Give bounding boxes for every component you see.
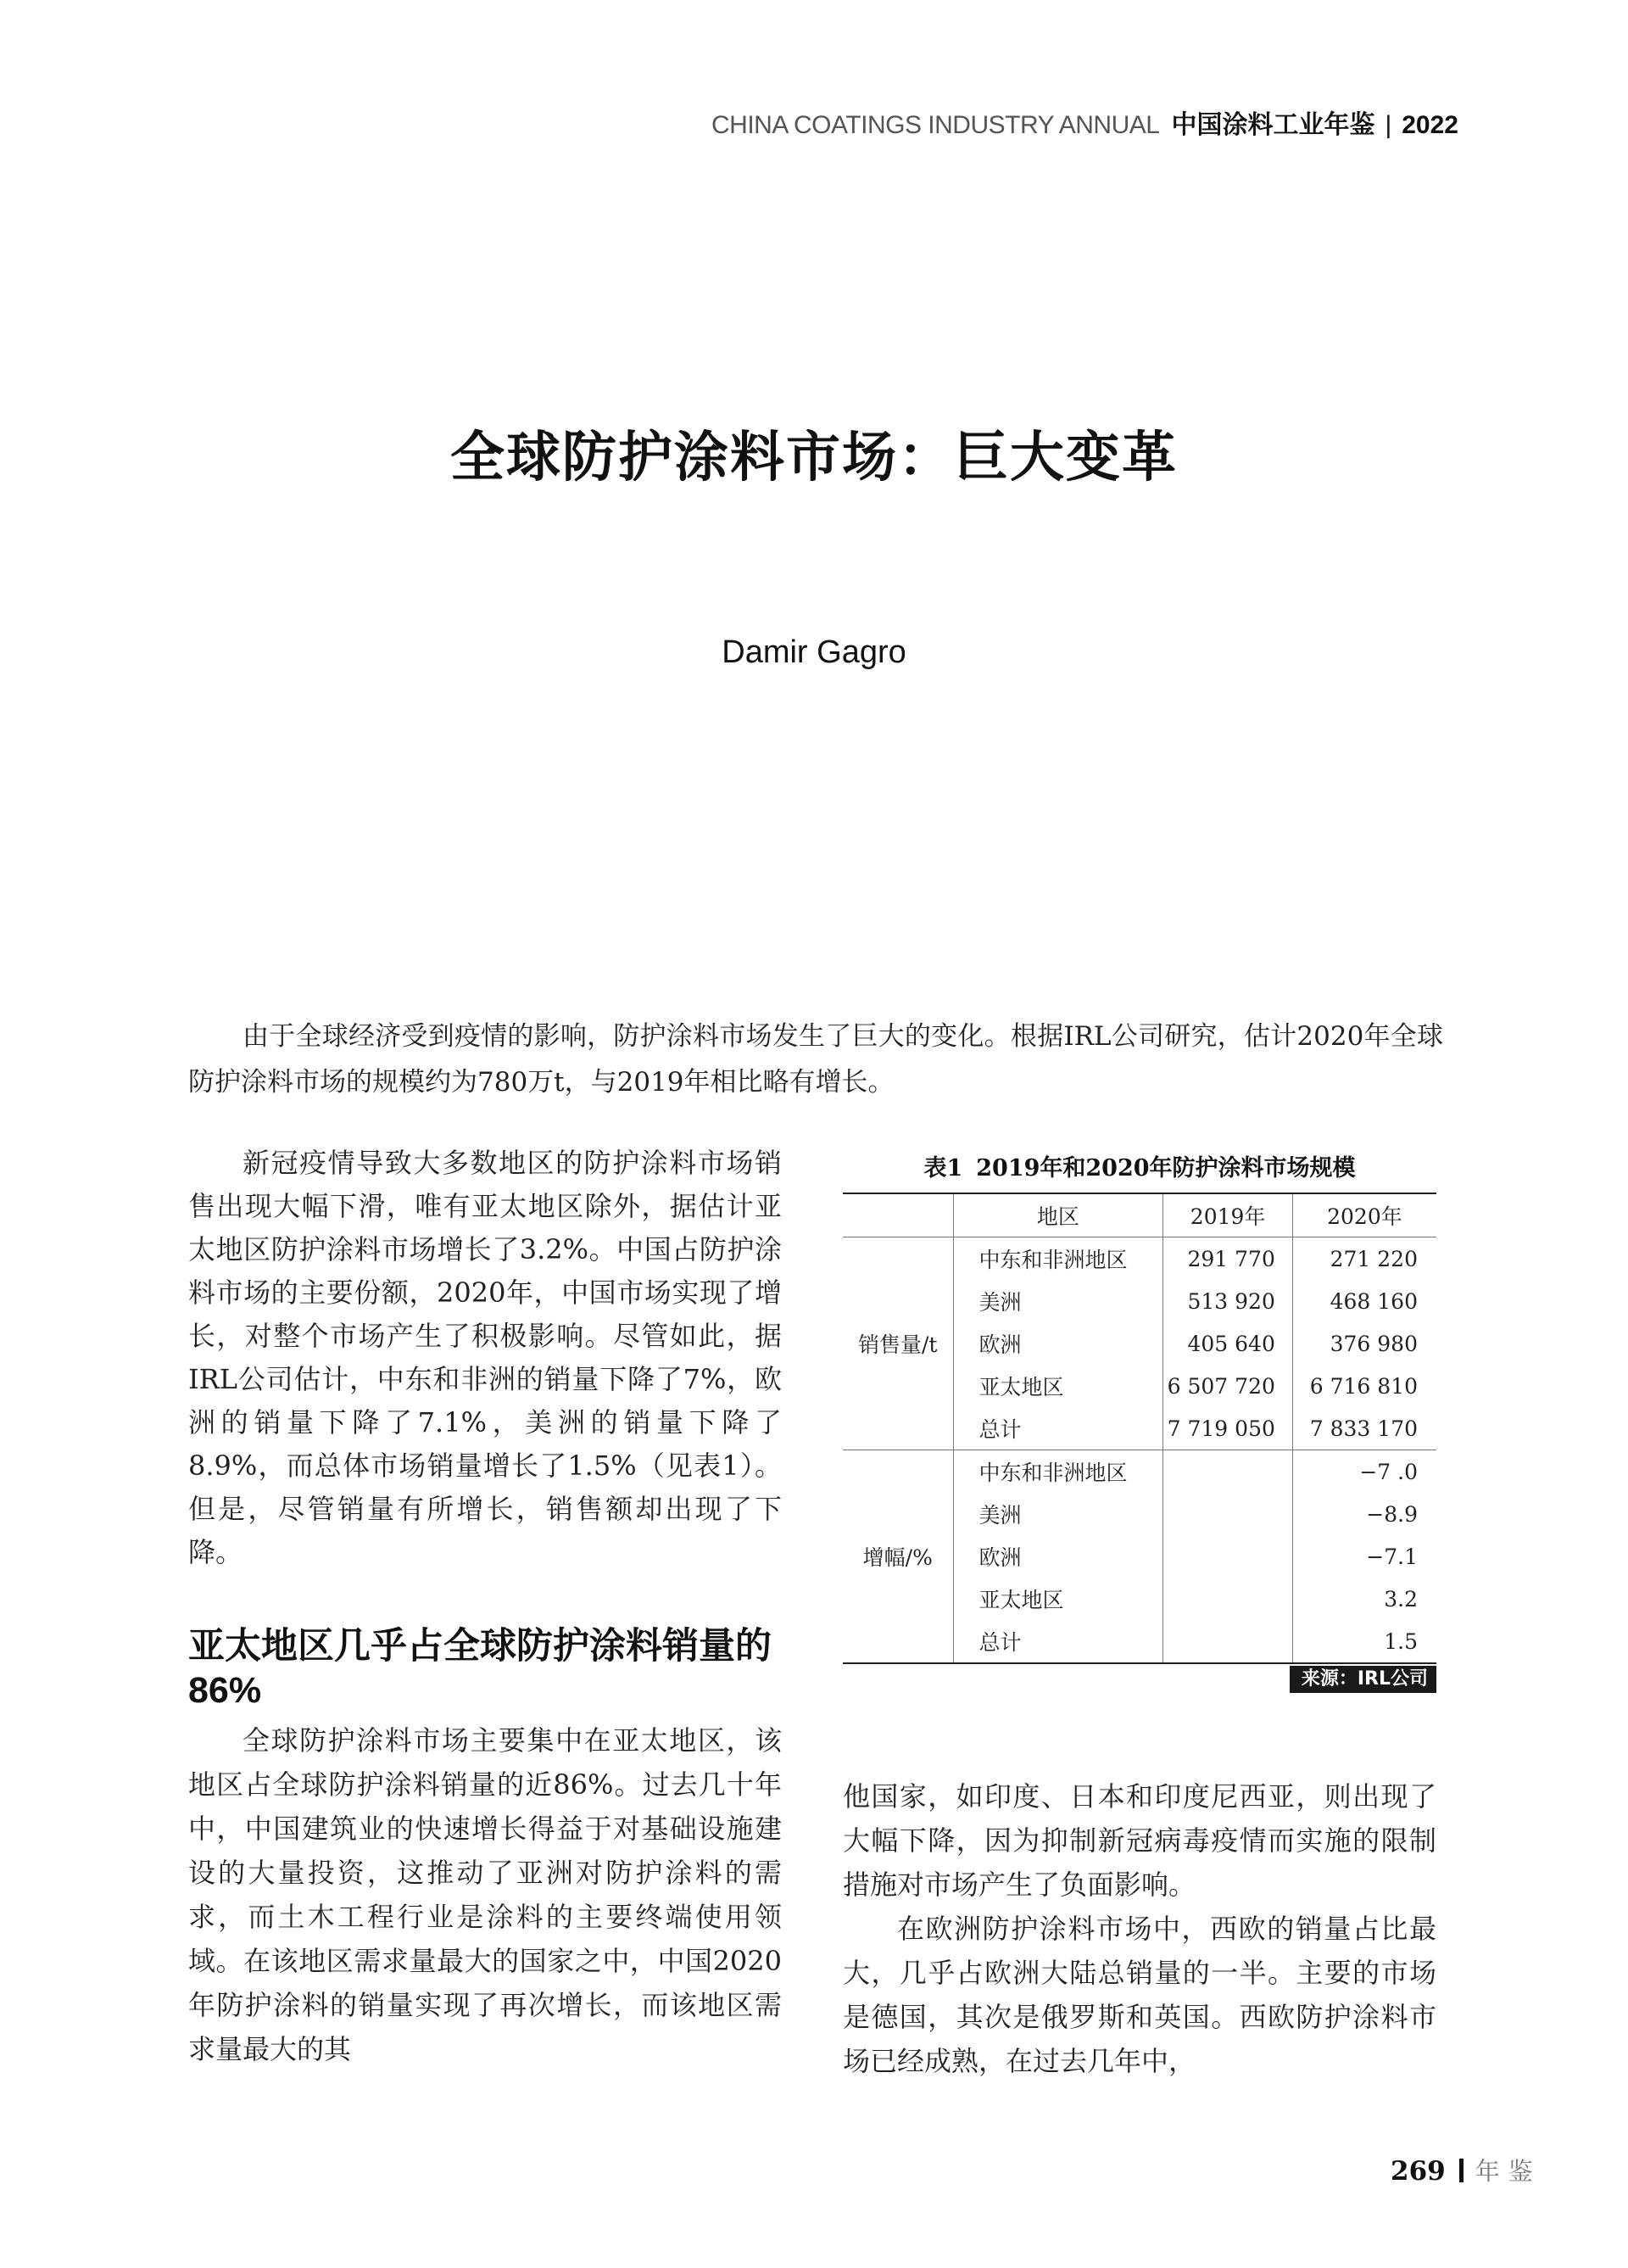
table-row [843, 1450, 1436, 1494]
table-header-row [843, 1193, 1436, 1237]
table-source-label: 来源：IRL公司 [1290, 1666, 1436, 1693]
article-author: Damir Gagro [722, 634, 906, 670]
value-2020-cell: 468 160 [1330, 1288, 1418, 1314]
journal-name-chinese: 中国涂料工业年鉴 [1171, 111, 1375, 139]
value-2020-cell: 7 833 170 [1309, 1416, 1418, 1441]
header-cell-region: 地区 [953, 1193, 1163, 1237]
value-2019-cell [1163, 1493, 1293, 1535]
region-cell: 中东和非洲地区 [953, 1237, 1163, 1281]
region-cell: 欧洲 [953, 1535, 1163, 1578]
journal-name-english: CHINA COATINGS INDUSTRY ANNUAL [711, 111, 1160, 139]
value-2020-cell: 6 716 810 [1309, 1373, 1418, 1399]
value-2020-cell: 376 980 [1330, 1331, 1418, 1356]
value-2020-cell: 271 220 [1330, 1246, 1418, 1271]
group-label-volume: 销售量/t [843, 1237, 953, 1450]
table-caption [843, 1150, 1436, 1187]
value-2019-cell: 405 640 [1163, 1322, 1293, 1365]
table-group-volume [843, 1237, 1436, 1450]
table-source [843, 1664, 1436, 1693]
table-1 [843, 1150, 1436, 1693]
region-cell: 欧洲 [953, 1322, 1163, 1365]
page-footer [1391, 2153, 1542, 2187]
value-2020-cell: 1.5 [1384, 1628, 1418, 1654]
region-cell: 中东和非洲地区 [953, 1450, 1163, 1494]
value-2019-cell [1163, 1620, 1293, 1663]
body-column-left-top [188, 1142, 782, 1574]
body-paragraph: 全球防护涂料市场主要集中在亚太地区，该地区占全球防护涂料销量的近86%。过去几十年中，中国建筑业的快速增长得益于对基础设施建设的大量投资，这推动了亚洲对防护涂料的需求，而土木工程行业是涂料的主要终端使用领域。在该地区需求量最大的国家之中，中国2020年防护涂料的销量实现了再次增长，而该地区需求量最大的其 [188, 1724, 782, 2065]
value-2020-cell: −8.9 [1366, 1501, 1418, 1527]
body-paragraph: 在欧洲防护涂料市场中，西欧的销量占比最大，几乎占欧洲大陆总销量的一半。主要的市场是德国，其次是俄罗斯和英国。西欧防护涂料市场已经成熟，在过去几年中， [843, 1913, 1436, 2077]
region-cell: 美洲 [953, 1493, 1163, 1535]
header-cell-group [843, 1193, 953, 1237]
table-title: 2019年和2020年防护涂料市场规模 [976, 1155, 1356, 1181]
page-number: 269 [1391, 2156, 1446, 2187]
region-cell: 总计 [953, 1620, 1163, 1663]
folio-label: 年鉴 [1475, 2157, 1542, 2186]
region-cell: 总计 [953, 1407, 1163, 1450]
header-cell-2020: 2020年 [1327, 1204, 1402, 1229]
body-column-left-bottom [188, 1718, 782, 2071]
article-abstract: 由于全球经济受到疫情的影响，防护涂料市场发生了巨大的变化。根据IRL公司研究，估计2020年全球防护涂料市场的规模约为780万t，与2019年相比略有增长。 [188, 1021, 1443, 1098]
article-title: 全球防护涂料市场：巨大变革 [450, 426, 1178, 489]
value-2019-cell [1163, 1578, 1293, 1620]
market-size-table [843, 1193, 1436, 1664]
region-cell: 亚太地区 [953, 1365, 1163, 1407]
table-number: 表1 [923, 1155, 963, 1181]
body-paragraph: 新冠疫情导致大多数地区的防护涂料市场销售出现大幅下滑，唯有亚太地区除外，据估计亚太地区防护涂料市场增长了3.2%。中国占防护涂料市场的主要份额，2020年，中国市场实现了增长，对整个市场产生了积极影响。尽管如此，据IRL公司估计，中东和非洲的销量下降了7%，欧洲的销量下降了7.1%，美洲的销量下降了8.9%，而总体市场销量增长了1.5%（见表1）。但是，尽管销量有所增长，销售额却出现了下降。 [188, 1147, 782, 1568]
body-column-right [843, 1774, 1436, 2083]
value-2019-cell: 513 920 [1163, 1280, 1293, 1322]
value-2019-cell: 7 719 050 [1163, 1407, 1293, 1450]
value-2019-cell: 291 770 [1163, 1237, 1293, 1281]
section-heading: 亚太地区几乎占全球防护涂料销量的86% [188, 1626, 772, 1711]
body-paragraph-continued: 他国家，如印度、日本和印度尼西亚，则出现了大幅下降，因为抑制新冠病毒疫情而实施的限制措施对市场产生了负面影响。 [843, 1780, 1436, 1901]
region-cell: 美洲 [953, 1280, 1163, 1322]
table-group-growth [843, 1450, 1436, 1664]
value-2020-cell: −7.1 [1366, 1544, 1418, 1569]
value-2020-cell: 3.2 [1384, 1586, 1418, 1612]
group-label-growth: 增幅/% [843, 1450, 953, 1664]
region-cell: 亚太地区 [953, 1578, 1163, 1620]
value-2020-cell: −7 .0 [1359, 1459, 1418, 1484]
journal-year: 2022 [1402, 111, 1458, 139]
value-2019-cell [1163, 1450, 1293, 1494]
header-cell-2019: 2019年 [1163, 1193, 1293, 1237]
value-2019-cell: 6 507 720 [1163, 1365, 1293, 1407]
table-row [843, 1237, 1436, 1281]
header-separator: | [1385, 111, 1392, 139]
running-header [711, 109, 1458, 142]
value-2019-cell [1163, 1535, 1293, 1578]
folio-divider [1459, 2159, 1464, 2182]
